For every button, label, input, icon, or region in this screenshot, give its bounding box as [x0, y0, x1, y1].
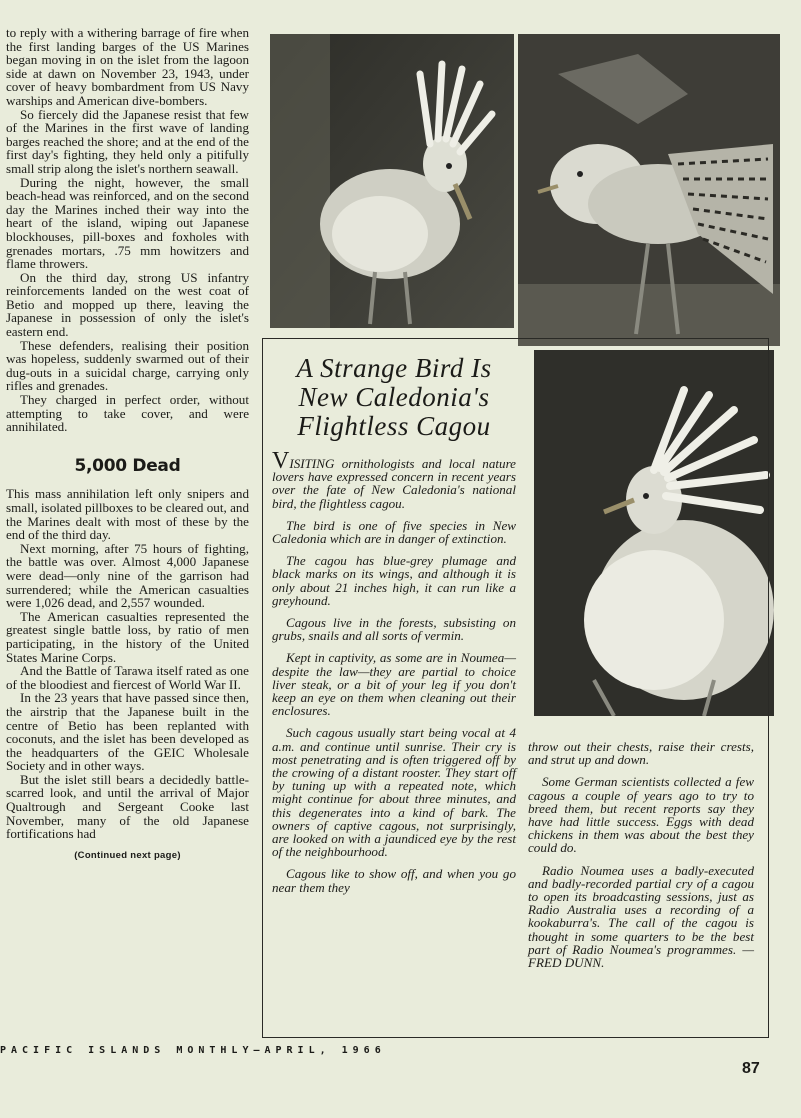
article-paragraph: Such cagous usually start being vocal at 4 a.m. and continue until sunrise. Their cry is most penetrating and is often triggered off by the crowing of a distant rooster. They start off by tuning up with a repeated note, which might continue for about three minutes, and this degenerates into a kind of bark. The owners of captive cagous, not surprisingly, are looked on with a jaundiced eye by the rest of the neighbourhood.	[272, 725, 516, 860]
article-paragraph: The bird is one of five species in New Caledonia which are in danger of extinction.	[272, 517, 516, 547]
body-paragraph: During the night, however, the small beach-head was reinforced, and on the second day the Marines inched their way into the heart of the island, wiping out Japanese blockhouses, pill-boxes and foxholes with grenades mortars, .75 mm howitzers and flame throwers.	[6, 174, 249, 272]
masthead-footer: PACIFIC ISLANDS MONTHLY—APRIL, 1966	[0, 1045, 386, 1056]
page-number: 87	[742, 1060, 760, 1077]
body-paragraph: So fiercely did the Japanese resist that few of the Marines in the first wave of landing barges reached the shore; and at the end of the first day's fighting, they held only a pitifully small strip along the islet's northern seawall.	[6, 106, 249, 176]
article-body	[272, 448, 516, 895]
left-column-paragraphs-2	[6, 487, 249, 840]
article-paragraph: The cagou has blue-grey plumage and black marks on its wings, and although it is only about 21 inches high, it can run like a greyhound.	[272, 553, 516, 608]
body-paragraph: And the Battle of Tarawa itself rated as one of the bloodiest and fiercest of World War II.	[6, 663, 249, 692]
article-paragraph: VISITING ornithologists and local nature lovers have expressed concern in recent years over the fate of New Caledonia's national bird, the flightless cagou.	[272, 448, 516, 511]
body-paragraph: to reply with a withering barrage of fire when the first landing barges of the US Marines began moving in on the islet from the lagoon side at dawn on November 23, 1943, under cover of heavy bombardment from US Navy warships and American dive-bombers.	[6, 25, 249, 108]
left-column-paragraphs-1	[6, 26, 249, 434]
article-main-column	[272, 346, 516, 894]
article-continued-column	[528, 740, 754, 969]
body-paragraph: But the islet still bears a decidedly battle-scarred look, and until the arrival of Major Qualtrough and Sergeant Cooke last November, many of the old Japanese fortifications had	[6, 771, 249, 842]
article-paragraph: throw out their chests, raise their crests, and strut up and down.	[528, 739, 754, 768]
cagou-photo-wings-spread	[518, 34, 780, 346]
body-paragraph: Next morning, after 75 hours of fighting, the battle was over. Almost 4,000 Japanese were dead—only nine of the garrison had surrendered; while the American casualties were 1,026 dead, and 2,557 wounded.	[6, 540, 249, 611]
left-column	[6, 26, 249, 862]
article-paragraph: Cagous like to show off, and when you go near them they	[272, 866, 516, 895]
article-paragraph: Some German scientists collected a few cagous a couple of years ago to try to breed them, but recent reports say they have had little success. Eggs with dead chickens in them was about the best they could do.	[528, 774, 754, 856]
body-paragraph: The American casualties represented the greatest single battle loss, by ratio of men participating, in the history of the United States Marine Corps.	[6, 608, 249, 665]
body-paragraph: In the 23 years that have passed since then, the airstrip that the Japanese built in the centre of Betio has been replanted with coconuts, and the islet has been developed as the headquarters of the GEIC Wholesale Society and in other ways.	[6, 690, 249, 774]
article-paragraph: Radio Noumea uses a badly-executed and badly-recorded partial cry of a cagou to open its broadcasting sessions, just as Radio Australia uses a recording of a kookaburra's. The call of the cagou is thought in some quarters to be the best part of Radio Noumea's programmes. — FRED DUNN.	[528, 862, 754, 971]
article-paragraph: Kept in captivity, as some are in Noumea—despite the law—they are partial to choice liver steak, or a bit of your leg if you don't keep an eye on them when cleaning out their enclosures.	[272, 650, 516, 719]
body-paragraph: These defenders, realising their position was hopeless, suddenly swarmed out of their dug-outs in a suicidal charge, carrying only rifles and grenades.	[6, 337, 249, 394]
article-paragraph: Cagous live in the forests, subsisting on grubs, snails and all sorts of vermin.	[272, 615, 516, 644]
body-paragraph: This mass annihilation left only snipers and small, isolated pillboxes to be cleared out, and the Marines dealt with most of these by the end of the third day.	[6, 486, 249, 543]
continued-note: (Continued next page)	[74, 849, 181, 861]
section-subheading: 5,000 Dead	[74, 455, 181, 476]
body-paragraph: On the third day, strong US infantry reinforcements landed on the west coat of Betio and mopped up there, leaving the Japanese in possession of only the islet's eastern end.	[6, 269, 249, 340]
cagou-photo-crest-left	[270, 34, 514, 328]
body-paragraph: They charged in perfect order, without attempting to take cover, and were annihilated.	[6, 392, 249, 435]
article-headline: A Strange Bird Is New Caledonia's Flightless Cagou	[296, 353, 492, 441]
